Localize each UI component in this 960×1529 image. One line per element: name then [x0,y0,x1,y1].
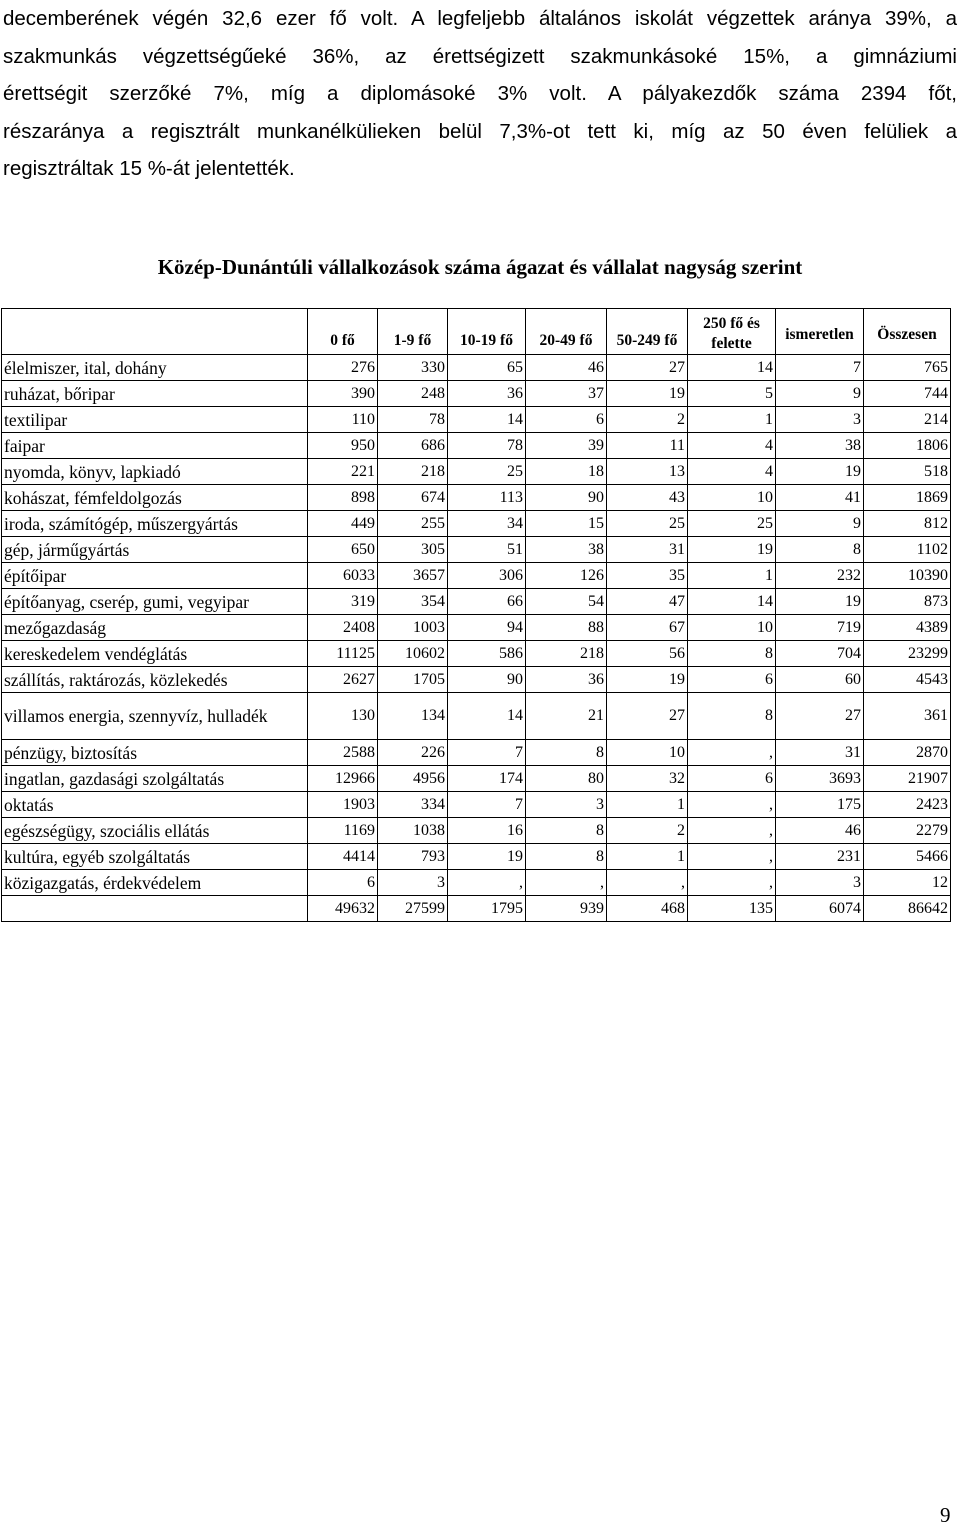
value-cell: 1 [607,844,688,870]
value-cell: 226 [378,740,448,766]
value-cell: 19 [688,537,776,563]
value-cell: 19 [607,381,688,407]
value-cell: 4956 [378,766,448,792]
value-cell: 276 [308,355,378,381]
table-row [2,615,951,641]
value-cell: 174 [448,766,526,792]
value-cell: 14 [448,693,526,740]
value-cell: 14 [688,589,776,615]
header-cell: 20-49 fő [526,309,607,355]
value-cell: 19 [448,844,526,870]
value-cell: 5 [688,381,776,407]
value-cell: 232 [776,563,864,589]
value-cell: 898 [308,485,378,511]
value-cell: 10 [688,615,776,641]
value-cell: 218 [526,641,607,667]
value-cell: , [688,792,776,818]
body-paragraph [3,0,957,188]
row-label: egészségügy, szociális ellátás [2,818,308,844]
row-label: kohászat, fémfeldolgozás [2,485,308,511]
value-cell: 2627 [308,667,378,693]
value-cell: 674 [378,485,448,511]
value-cell: 25 [607,511,688,537]
value-cell: 950 [308,433,378,459]
value-cell: 449 [308,511,378,537]
value-cell: 54 [526,589,607,615]
value-cell: 9 [776,381,864,407]
value-cell: 6 [688,667,776,693]
value-cell: 793 [378,844,448,870]
page-number: 9 [940,1503,951,1527]
value-cell: 7 [776,355,864,381]
value-cell: 812 [864,511,951,537]
table-header-row [2,309,951,355]
value-cell: 13 [607,459,688,485]
value-cell: 1 [607,792,688,818]
enterprise-table [1,308,951,922]
value-cell: 1003 [378,615,448,641]
value-cell: 518 [864,459,951,485]
value-cell: 46 [776,818,864,844]
table-title: Közép-Dunántúli vállalkozások száma ágazat és vállalat nagyság szerint [157,255,803,279]
row-label: építőanyag, cserép, gumi, vegyipar [2,589,308,615]
table-row [2,381,951,407]
value-cell: , [607,870,688,896]
value-cell: 390 [308,381,378,407]
value-cell: 319 [308,589,378,615]
table-row [2,792,951,818]
value-cell: 873 [864,589,951,615]
table-row [2,407,951,433]
value-cell: 135 [688,896,776,922]
row-label: pénzügy, biztosítás [2,740,308,766]
row-label: szállítás, raktározás, közlekedés [2,667,308,693]
header-cell: 0 fő [308,309,378,355]
table-row [2,896,951,922]
table-row [2,766,951,792]
value-cell: 8 [526,818,607,844]
value-cell: 6033 [308,563,378,589]
table-row [2,693,951,740]
value-cell: 14 [688,355,776,381]
value-cell: 36 [448,381,526,407]
value-cell: 8 [688,693,776,740]
value-cell: 19 [776,589,864,615]
value-cell: 27599 [378,896,448,922]
row-label: mezőgazdaság [2,615,308,641]
value-cell: 90 [526,485,607,511]
value-cell: 27 [776,693,864,740]
value-cell: 1806 [864,433,951,459]
value-cell: 468 [607,896,688,922]
paragraph-line: decemberének végén 32,6 ezer fő volt. A legfeljebb általános iskolát végzettek aránya 39%, a [3,7,957,30]
value-cell: 6 [688,766,776,792]
header-cell: 50-249 fő [607,309,688,355]
row-label: ruházat, bőripar [2,381,308,407]
value-cell: 19 [776,459,864,485]
value-cell: 3 [526,792,607,818]
value-cell: 2 [607,818,688,844]
value-cell: 4414 [308,844,378,870]
row-label: gép, járműgyártás [2,537,308,563]
value-cell: 21 [526,693,607,740]
value-cell: 8 [526,740,607,766]
row-label: nyomda, könyv, lapkiadó [2,459,308,485]
value-cell: 765 [864,355,951,381]
value-cell: 221 [308,459,378,485]
value-cell: 65 [448,355,526,381]
value-cell: 67 [607,615,688,641]
value-cell: 10602 [378,641,448,667]
value-cell: 4543 [864,667,951,693]
value-cell: 231 [776,844,864,870]
value-cell: 2408 [308,615,378,641]
value-cell: 1903 [308,792,378,818]
row-label: élelmiszer, ital, dohány [2,355,308,381]
value-cell: 25 [448,459,526,485]
value-cell: 3 [776,870,864,896]
value-cell: 305 [378,537,448,563]
header-cell: 250 fő és felette [688,309,776,355]
value-cell: 255 [378,511,448,537]
value-cell: 1038 [378,818,448,844]
table-row [2,740,951,766]
value-cell: 51 [448,537,526,563]
value-cell: 38 [526,537,607,563]
value-cell: 2279 [864,818,951,844]
header-cell: 1-9 fő [378,309,448,355]
value-cell: 1869 [864,485,951,511]
value-cell: 16 [448,818,526,844]
table-row [2,537,951,563]
value-cell: 6 [308,870,378,896]
value-cell: 5466 [864,844,951,870]
value-cell: 4 [688,459,776,485]
value-cell: 10 [688,485,776,511]
row-label: iroda, számítógép, műszergyártás [2,511,308,537]
value-cell: 46 [526,355,607,381]
value-cell: 1795 [448,896,526,922]
value-cell: 134 [378,693,448,740]
value-cell: 1 [688,563,776,589]
value-cell: 41 [776,485,864,511]
value-cell: 18 [526,459,607,485]
header-cell [2,309,308,355]
value-cell: 361 [864,693,951,740]
value-cell: 3657 [378,563,448,589]
value-cell: 86642 [864,896,951,922]
value-cell: 21907 [864,766,951,792]
table-row [2,589,951,615]
table-row [2,563,951,589]
table-row [2,870,951,896]
value-cell: 80 [526,766,607,792]
value-cell: 218 [378,459,448,485]
header-cell: Összesen [864,309,951,355]
value-cell: , [688,740,776,766]
value-cell: 56 [607,641,688,667]
value-cell: 27 [607,355,688,381]
value-cell: 12966 [308,766,378,792]
value-cell: 43 [607,485,688,511]
row-label: kereskedelem vendéglátás [2,641,308,667]
value-cell: 306 [448,563,526,589]
value-cell: 25 [688,511,776,537]
value-cell: , [688,818,776,844]
value-cell: 15 [526,511,607,537]
value-cell: 60 [776,667,864,693]
value-cell: 6074 [776,896,864,922]
value-cell: 66 [448,589,526,615]
value-cell: 354 [378,589,448,615]
value-cell: 14 [448,407,526,433]
value-cell: 88 [526,615,607,641]
value-cell: 38 [776,433,864,459]
table-row [2,433,951,459]
row-label: közigazgatás, érdekvédelem [2,870,308,896]
paragraph-line: szakmunkás végzettségűeké 36%, az érettségizett szakmunkásoké 15%, a gimnáziumi [3,44,957,68]
value-cell: 37 [526,381,607,407]
value-cell: 31 [607,537,688,563]
value-cell: 650 [308,537,378,563]
value-cell: 719 [776,615,864,641]
row-label: faipar [2,433,308,459]
value-cell: 12 [864,870,951,896]
value-cell: 35 [607,563,688,589]
value-cell: 330 [378,355,448,381]
header-cell: ismeretlen [776,309,864,355]
table-row [2,355,951,381]
value-cell: 744 [864,381,951,407]
value-cell: 3693 [776,766,864,792]
value-cell: , [688,844,776,870]
value-cell: 11 [607,433,688,459]
value-cell: 11125 [308,641,378,667]
value-cell: 34 [448,511,526,537]
value-cell: 32 [607,766,688,792]
table-row [2,667,951,693]
value-cell: 2588 [308,740,378,766]
table-row [2,641,951,667]
value-cell: 49632 [308,896,378,922]
value-cell: 2870 [864,740,951,766]
table-row [2,485,951,511]
row-label: textilipar [2,407,308,433]
value-cell: 1705 [378,667,448,693]
value-cell: 39 [526,433,607,459]
value-cell: 939 [526,896,607,922]
table-row [2,818,951,844]
paragraph-line: érettségit szerzőké 7%, míg a diplomásoké 3% volt. A pályakezdők száma 2394 főt, [3,82,957,106]
row-label [2,896,308,922]
value-cell: 78 [448,433,526,459]
value-cell: 10 [607,740,688,766]
value-cell: 248 [378,381,448,407]
value-cell: 7 [448,792,526,818]
value-cell: 2 [607,407,688,433]
paragraph-line: részaránya a regisztrált munkanélkülieken belül 7,3%-ot tett ki, míg az 50 éven felüliek a [3,119,957,143]
value-cell: 2423 [864,792,951,818]
value-cell: 110 [308,407,378,433]
row-label: építőipar [2,563,308,589]
value-cell: 175 [776,792,864,818]
value-cell: 6 [526,407,607,433]
value-cell: 3 [776,407,864,433]
table-row [2,459,951,485]
row-label: oktatás [2,792,308,818]
value-cell: 47 [607,589,688,615]
value-cell: 4 [688,433,776,459]
value-cell: 8 [688,641,776,667]
table-body [2,355,951,922]
value-cell: 126 [526,563,607,589]
value-cell: , [448,870,526,896]
value-cell: 8 [776,537,864,563]
value-cell: , [526,870,607,896]
value-cell: 214 [864,407,951,433]
value-cell: 704 [776,641,864,667]
value-cell: 1169 [308,818,378,844]
value-cell: 78 [378,407,448,433]
value-cell: 23299 [864,641,951,667]
row-label: villamos energia, szennyvíz, hulladék [2,693,308,740]
value-cell: 36 [526,667,607,693]
value-cell: 94 [448,615,526,641]
value-cell: 10390 [864,563,951,589]
value-cell: 4389 [864,615,951,641]
paragraph-line: regisztráltak 15 %-át jelentették. [3,157,295,181]
value-cell: 1102 [864,537,951,563]
value-cell: 130 [308,693,378,740]
value-cell: 31 [776,740,864,766]
header-cell: 10-19 fő [448,309,526,355]
value-cell: 334 [378,792,448,818]
row-label: kultúra, egyéb szolgáltatás [2,844,308,870]
value-cell: 90 [448,667,526,693]
value-cell: 19 [607,667,688,693]
value-cell: 27 [607,693,688,740]
value-cell: 3 [378,870,448,896]
row-label: ingatlan, gazdasági szolgáltatás [2,766,308,792]
value-cell: 586 [448,641,526,667]
value-cell: 113 [448,485,526,511]
value-cell: 7 [448,740,526,766]
value-cell: 1 [688,407,776,433]
value-cell: 9 [776,511,864,537]
value-cell: 8 [526,844,607,870]
table-row [2,511,951,537]
value-cell: , [688,870,776,896]
table-row [2,844,951,870]
value-cell: 686 [378,433,448,459]
